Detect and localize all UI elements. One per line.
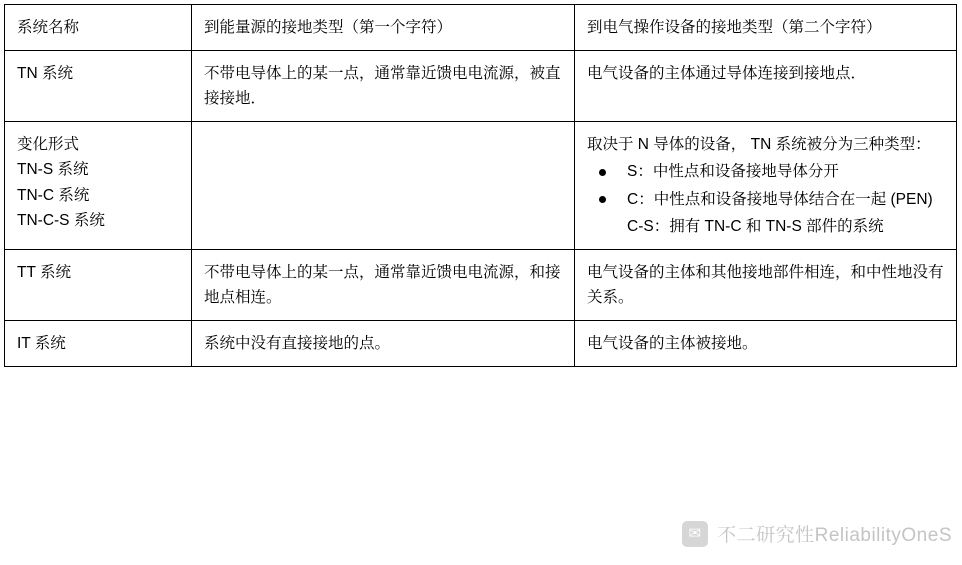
list-item [587, 159, 946, 184]
cell-system-name-tt: TT 系统 [5, 249, 192, 320]
variant-extra-text-cs: C-S：拥有 TN-C 和 TN-S 部件的系统 [627, 217, 884, 235]
variant-intro-text: 取决于 N 导体的设备， TN 系统被分为三种类型： [587, 136, 931, 154]
cell-system-name-tn: TN 系统 [5, 51, 192, 122]
variant-label-tn-c: TN-C 系统 [17, 186, 90, 204]
watermark [682, 520, 952, 547]
wechat-icon: ✉ [682, 521, 708, 547]
table-header-row [5, 5, 957, 51]
cell-equipment-earthing-tn: 电气设备的主体通过导体连接到接地点． [575, 51, 957, 122]
cell-source-earthing-tn-variants [192, 122, 575, 249]
bullet-icon [599, 169, 606, 176]
cell-source-earthing-tn: 不带电导体上的某一点，通常靠近馈电电流源，被直接接地． [192, 51, 575, 122]
table-row-tt [5, 249, 957, 320]
table-row-it [5, 320, 957, 366]
cell-equipment-earthing-tt: 电气设备的主体和其他接地部件相连，和中性地没有关系。 [575, 249, 957, 320]
bullet-icon [599, 196, 606, 203]
variant-bullet-list [587, 159, 946, 211]
bullet-text-c: C：中性点和设备接地导体结合在一起 (PEN) [627, 190, 933, 208]
column-header-equipment-earthing: 到电气操作设备的接地类型（第二个字符） [575, 5, 957, 51]
list-item [587, 187, 946, 212]
table-row-tn-variants [5, 122, 957, 249]
table-row-tn [5, 51, 957, 122]
grounding-systems-table [4, 4, 957, 367]
variant-label-tn-s: TN-S 系统 [17, 161, 89, 179]
variant-label-tn-c-s: TN-C-S 系统 [17, 211, 105, 229]
column-header-source-earthing: 到能量源的接地类型（第一个字符） [192, 5, 575, 51]
cell-system-name-tn-variants [5, 122, 192, 249]
bullet-text-s: S：中性点和设备接地导体分开 [627, 163, 839, 181]
cell-equipment-earthing-tn-variants [575, 122, 957, 249]
variant-label-title: 变化形式 [17, 136, 80, 154]
column-header-system-name: 系统名称 [5, 5, 192, 51]
document-page [0, 4, 962, 565]
watermark-text: 不二研究性ReliabilityOneS [717, 525, 952, 546]
cell-source-earthing-tt: 不带电导体上的某一点，通常靠近馈电电流源，和接地点相连。 [192, 249, 575, 320]
cell-equipment-earthing-it: 电气设备的主体被接地。 [575, 320, 957, 366]
cell-system-name-it: IT 系统 [5, 320, 192, 366]
cell-source-earthing-it: 系统中没有直接接地的点。 [192, 320, 575, 366]
